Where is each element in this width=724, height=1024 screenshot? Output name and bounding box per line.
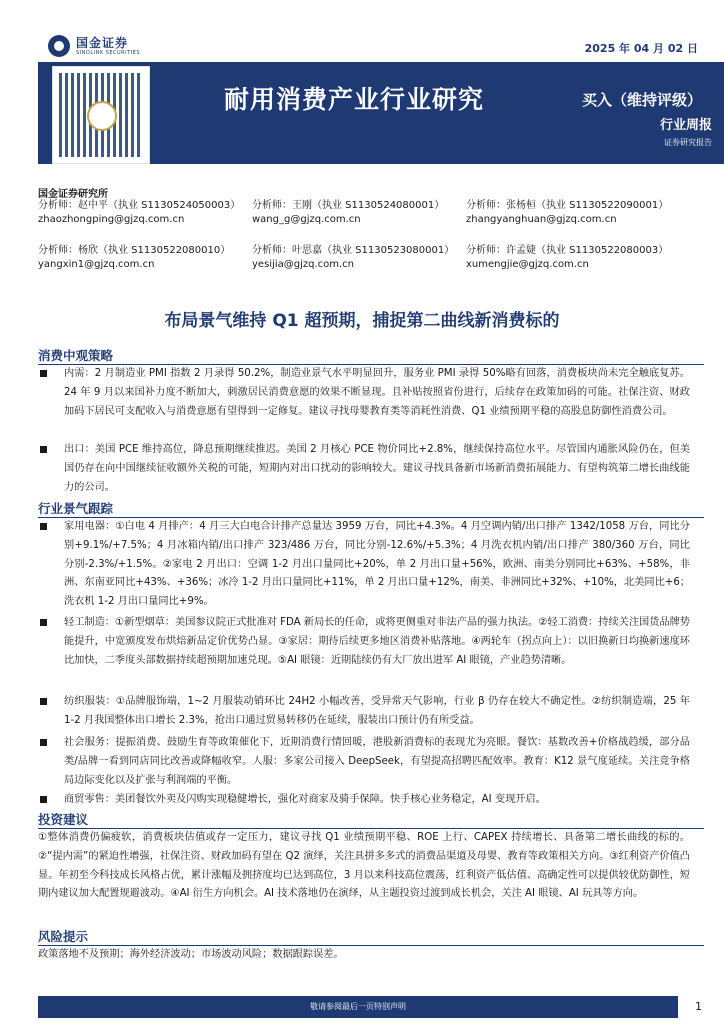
bullet-text: 纺织服装：①品牌服饰端，1~2 月服装动销环比 24H2 小幅改善，受异常天气影响，行业 β 仍存在较大不确定性。②纺织制造端，25 年 1-2 月我国整体出口增长 2.3%，抢出口通过贸易转移仍在延续，服装出口预计仍有所受益。 [64,696,690,726]
report-date: 2025 年 04 月 02 日 [584,42,698,55]
institute-name: 国金证券研究所 [38,189,108,200]
analyst-label: 分析师：叶思嘉（执业 S1130523080001） [252,245,455,256]
section-title: 消费中观策略 [38,348,114,363]
logo-cn-text: 国金证券 [76,35,129,50]
analyst-email[interactable]: yesijia@gjzq.com.cn [252,259,355,270]
bullet-text: 轻工制造：①新型烟草：美国参议院正式批准对 FDA 新局长的任命，或将更侧重对非法产品的强力执法。②轻工消费：持续关注国货品牌势能提升，中宽颁度发布烘焙新品定价优势凸显。③家居：期待后续更多地区消费补贴落地。④两轮车（拐点向上）：以旧换新日均换新速度环比加快，二季度头部数据持续超预期加速兑现。⑤AI 眼镜：近期陆续仍有大厂放出进军 AI 眼镜，产业趋势清晰。 [64,617,690,666]
report-type: 行业周报 [659,118,712,133]
analyst-card [252,199,444,227]
analyst-label: 分析师：赵中平（执业 S1130524050003） [38,200,241,211]
risk-paragraph: 政策落地不及预期；海外经济波动；市场波动风险；数据跟踪误差。 [38,949,344,960]
analyst-email[interactable]: xumengjie@gjzq.com.cn [466,259,589,270]
report-headline: 布局景气维持 Q1 超预期，捕捉第二曲线新消费标的 [164,311,560,331]
list-item [38,518,690,612]
analyst-label: 分析师：张杨桓（执业 S1130522090001） [466,200,669,211]
qr-center-logo-icon [87,101,117,131]
list-item [38,614,690,670]
bullet-text: 内需：2 月制造业 PMI 指数 2 月录得 50.2%，制造业景气水平明显回升，服务业 PMI 录得 50%略有回落，消费板块尚未完全触底复苏。24 年 9 月以来国补力度不断加大，刺激居民消费意愿的效果不断显现。且补贴按照省份进行，后续存在政策加码的可能。社保注资、财政加码下居民可支配收入与消费意愿有望得到一定修复。建议寻找母婴教育类等消耗性消费、Q1 业绩预期平稳的高股息防御性消费公司。 [64,368,690,417]
analyst-email[interactable]: zhaozhongping@gjzq.com.cn [38,214,185,225]
qr-code-icon [52,66,150,164]
bullet-square-icon [40,523,47,530]
page-number: 1 [695,1000,702,1013]
section-heading-advice [38,809,704,829]
logo-mark-icon [48,35,70,57]
analyst-card [38,244,230,272]
advice-paragraph: ①整体消费仍偏疲软，消费板块估值或存一定压力，建议寻找 Q1 业绩预期平稳、ROE 上行、CAPEX 持续增长、具备第二增长曲线的标的。②“提内需”的紧迫性增强，社保注资、财政加码有望在 Q2 演绎，关注具拼多多式的消费品渠道及母婴、教育等政策相关方向。③红利资产价值凸显。年初至今科技成长风格占优，累计涨幅及拥挤度均已达到高位，3 月以来科技高位震荡，红利资产低估值、高确定性可以提供较优防御性，短期内建议加大配置规避波动。④AI 衍生方向机会。AI 技术落地仍在演绎，从主题投资过渡到成长机会，关注 AI 眼镜、AI 玩具等方向。 [38,832,690,900]
bullet-square-icon [40,796,47,803]
bullet-text: 社会服务：提振消费、鼓励生育等政策催化下，近期消费行情回暖，港股新消费标的表现尤为亮眼。餐饮：基数改善+价格战趋缓，部分品类/品牌一看到同店同比改善或降幅收窄。人服：多家公司接入 DeepSeek，有望提高招聘匹配效率。教育：K12 景气度延续。关注竞争格局边际变化以及扩张与利润端的平衡。 [64,737,690,786]
section-title: 投资建议 [38,812,89,827]
analyst-label: 分析师：许孟婕（执业 S1130522080003） [466,245,669,256]
bullet-square-icon [40,370,47,377]
bullet-text: 家用电器：①白电 4 月排产：4 月三大白电合计排产总量达 3959 万台，同比+4.3%。4 月空调内销/出口排产 1342/1058 万台，同比分别+9.1%/+7.5%；4 月冰箱内销/出口排产 323/486 万台，同比分别-12.6%/+5.3%；4 月洗衣机内销/出口排产 380/360 万台，同比分别-2.3%/+1.5%。②家电 2 月出口：空调 1-2 月出口量同比+20%，单 2 月出口量+56%，欧洲、南美分别同比+63%、+58%，非洲、东南亚同比+43%、+36%；冰冷 1-2 月出口量同比+11%，单 2 月出口量+12%，南美、非洲同比+32%、+10%，北美同比+6；洗衣机 1-2 月出口量同比+9%。 [64,521,690,608]
bullet-square-icon [40,619,47,626]
report-title: 耐用消费产业行业研究 [224,85,485,114]
bullet-text: 出口：美国 PCE 维持高位，降息预期继续推迟。美国 2 月核心 PCE 物价同比+2.8%，继续保持高位水平。尽管国内通胀风险仍在，但美国仍存在向中国继续征收额外关税的可能，短期内对出口扰动的影响较大。建议寻找具备新市场新消费拓展能力、有望构筑第二增长曲线能力的公司。 [64,444,690,493]
list-item [38,365,690,421]
footer-disclaimer-link[interactable]: 敬请参阅最后一页特别声明 [310,1002,406,1011]
bullet-square-icon [40,698,47,705]
analyst-email[interactable]: wang_g@gjzq.com.cn [252,214,361,225]
logo-en-text: SINOLINK SECURITIES [76,49,140,56]
analyst-email[interactable]: yangxin1@gjzq.com.cn [38,259,155,270]
section-heading-macro [38,345,704,365]
list-item [38,441,690,497]
list-item [38,734,690,790]
list-item [38,791,690,810]
section-heading-industry [38,498,704,518]
report-subtype: 证券研究报告 [664,138,712,147]
bullet-text: 商贸零售：美团餐饮外卖及闪购实现稳健增长，强化对商家及骑手保障。快手核心业务稳定，AI 变现开启。 [64,794,546,805]
section-title: 行业景气跟踪 [38,501,114,516]
bullet-square-icon [40,739,47,746]
list-item [38,693,690,731]
section-heading-risk [38,926,704,946]
company-logo [48,32,140,60]
analyst-card [466,244,668,272]
rating-badge: 买入（维持评级） [581,91,702,109]
section-title: 风险提示 [38,929,89,944]
analyst-card [252,244,454,272]
analyst-email[interactable]: zhangyanghuan@gjzq.com.cn [466,214,617,225]
analyst-card [466,199,668,227]
analyst-label: 分析师：王刚（执业 S1130524080001） [252,200,445,211]
bullet-square-icon [40,446,47,453]
analyst-label: 分析师：杨欣（执业 S1130522080010） [38,245,231,256]
analyst-card [38,199,240,227]
